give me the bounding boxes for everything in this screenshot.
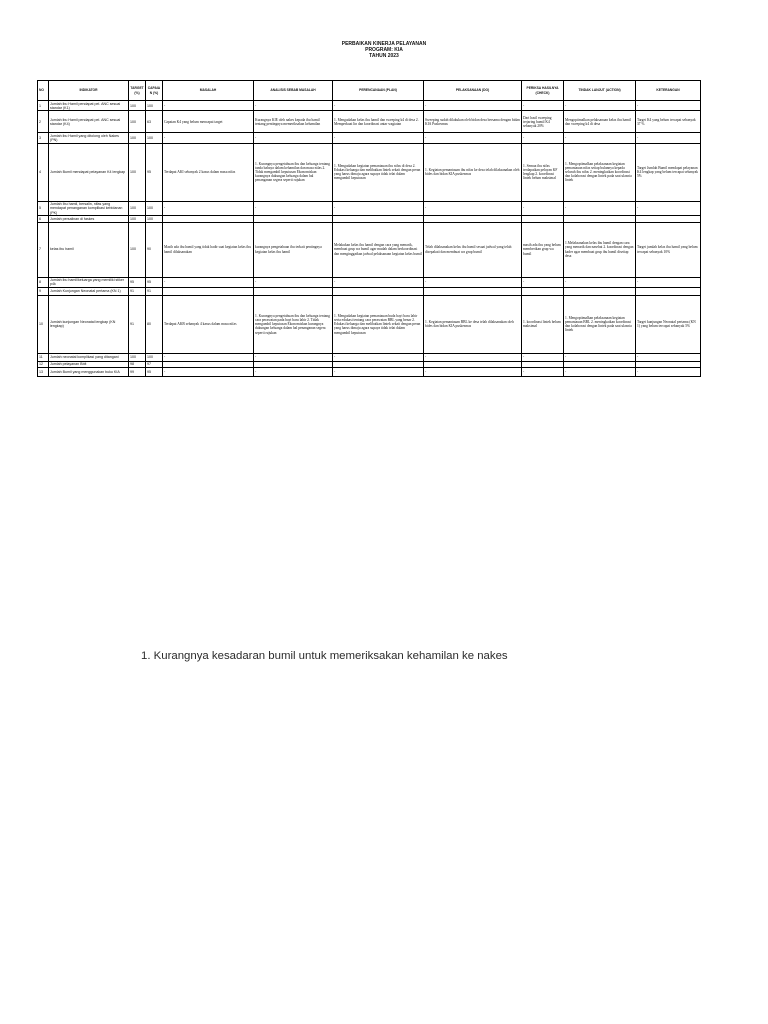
col-plan: PERENCANAAN (PLAN)	[333, 81, 424, 101]
cell-indikator: Jumlah pelayanan Bblt	[49, 361, 129, 367]
cell-target: 91	[129, 295, 146, 353]
cell-plan: -	[333, 101, 424, 111]
cell-check: -	[522, 277, 564, 287]
cell-indikator: Jumlah ibu Hamil yang ditolong oleh Nakes (PN)	[49, 133, 129, 143]
col-action: TINDAK LANJUT (ACTION)	[564, 81, 636, 101]
cell-target: 95	[129, 277, 146, 287]
cell-keterangan: -	[636, 201, 701, 215]
cell-plan: -	[333, 368, 424, 377]
cell-indikator: Jumlah Bumil mendapat pelayanan K4 lengkap	[49, 143, 129, 201]
cell-action: Mengoptimalkan pelaksanaan kelas ibu hamil dan sweeping k4 di desa	[564, 111, 636, 133]
document-title	[0, 41, 768, 60]
cell-target: 100	[129, 143, 146, 201]
cell-masalah: -	[163, 353, 254, 361]
cell-masalah: Masih ada ibu hamil yang tidak hadir saat kegiatan kelas ibu hamil dilaksanakan	[163, 222, 254, 277]
cell-masalah: Capaian K4 yang belum mencapai target	[163, 111, 254, 133]
cell-analisis: -	[254, 353, 333, 361]
cell-keterangan: Target jumlah kelas ibu hamil yang belum tercapai sebanyak 10%	[636, 222, 701, 277]
cell-do: -	[424, 101, 522, 111]
table-row	[38, 201, 701, 215]
cell-capaian: 95	[146, 143, 163, 201]
cell-masalah: -	[163, 201, 254, 215]
cell-no: 5	[38, 201, 49, 215]
cell-analisis: kurangnya pengetahuan ibu terkait pentingnya kegiatan kelas ibu hamil	[254, 222, 333, 277]
cell-analisis: Kurangnya KIE oleh nakes kepada ibu hamil tentang pentingnya memeriksakan kehamilan	[254, 111, 333, 133]
cell-action: -	[564, 277, 636, 287]
cell-action: -	[564, 368, 636, 377]
cell-capaian: 100	[146, 216, 163, 222]
cell-check: -	[522, 101, 564, 111]
title-line-3: TAHUN 2023	[369, 53, 399, 60]
col-target: TARGET (%)	[129, 81, 146, 101]
cell-target: 100	[129, 111, 146, 133]
col-check: PERIKSA HASILNYA (CHECK)	[522, 81, 564, 101]
cell-do: -	[424, 277, 522, 287]
cell-masalah: -	[163, 368, 254, 377]
cell-capaian: 95	[146, 277, 163, 287]
cell-no: 3	[38, 133, 49, 143]
col-no: NO	[38, 81, 49, 101]
cell-do: 1. Kegiatan pemantauan ibu nifas ke desa telah dilaksanakan oleh bides dan bidan KIA puskesmas	[424, 143, 522, 201]
cell-indikator: Jumlah ibu Hamil pendapat pel. ANC sesuai standar (K1)	[49, 101, 129, 111]
cell-no: 7	[38, 222, 49, 277]
cell-analisis: -	[254, 101, 333, 111]
table-row	[38, 101, 701, 111]
cell-capaian: 100	[146, 353, 163, 361]
cell-keterangan: -	[636, 277, 701, 287]
cell-target: 99	[129, 368, 146, 377]
cell-check: -	[522, 353, 564, 361]
cell-target: 98	[129, 361, 146, 367]
cell-action	[564, 287, 636, 295]
col-masalah: MASALAH	[163, 81, 254, 101]
cell-plan: Melakukan kelas ibu hamil dengan cara yang menarik, membuat grup wa bumil agar mudah dalam berkoordinasi dan menginggatkan jadwal pelaksanaan kegiatan kelas bumil	[333, 222, 424, 277]
cell-action: -	[564, 133, 636, 143]
table-row	[38, 295, 701, 353]
cell-do: -	[424, 368, 522, 377]
cell-indikator: Jumlah neonatal komplikasi yang ditangani	[49, 353, 129, 361]
cell-plan: 1. Mengadakan kegiatan pemantauan buda bayi baru lahir serta edukasi tentang cara perawatan BBL yang benar 2. Edukasi keluarga dan melibatkan lintek sekait dengan peran yang harus dimaju agara supaya tidak telat dalam mengambil keputusan	[333, 295, 424, 353]
cell-action: -	[564, 201, 636, 215]
cell-masalah	[163, 287, 254, 295]
cell-do: -	[424, 353, 522, 361]
table-body	[38, 101, 701, 377]
cell-target: 91	[129, 287, 146, 295]
cell-indikator: Jumlah kunjungan Neonatal lengkap (KN lengkap)	[49, 295, 129, 353]
cell-do: -	[424, 133, 522, 143]
cell-check: masih ada ibu yang belum memberikan grup wa bumil	[522, 222, 564, 277]
cell-no: 11	[38, 353, 49, 361]
cell-plan: -	[333, 353, 424, 361]
cell-keterangan: Target Jumlah Bumil mendapat pelayanan K4 lengkap yang belum tercapai sebanyak 5%	[636, 143, 701, 201]
cell-analisis: 1. Kurangnya pengetahuan ibu dan keluarga tentang tanda bahaya dalam kehamilan dan masa nifas 2. Tidak mengambil keputusan Ekonomiskan kurangnya dukungan keluarga dalam hal penanganan segera seperti rujukan	[254, 143, 333, 201]
cell-target: 100	[129, 101, 146, 111]
cell-capaian: 95	[146, 368, 163, 377]
cell-capaian: 100	[146, 133, 163, 143]
cell-masalah: Terdapat AKI sebanyak 2 kasus dalam masa nifas	[163, 143, 254, 201]
cell-check: 1. Semua ibu nifas terdapatkan pelayan KF lengkap 2. koordinasi lintek belum maksimal	[522, 143, 564, 201]
cell-do: Sweeping sudah dilakukan oleh bidan desa bersama dengan bidan KIA Puskesmas	[424, 111, 522, 133]
cell-target: 100	[129, 222, 146, 277]
table-row	[38, 111, 701, 133]
cell-capaian: 63	[146, 111, 163, 133]
cell-keterangan: -	[636, 133, 701, 143]
cell-check: -	[522, 133, 564, 143]
cell-analisis: -	[254, 133, 333, 143]
cell-no: 1	[38, 101, 49, 111]
cell-no: 9	[38, 287, 49, 295]
cell-capaian: 100	[146, 101, 163, 111]
cell-analisis: -	[254, 368, 333, 377]
cell-indikator: kelas ibu hamil	[49, 222, 129, 277]
cell-masalah: Terdapat AKB sebanyak 4 kasus dalam masa nifas	[163, 295, 254, 353]
title-line-2: PROGRAM: KIA	[365, 47, 403, 54]
cell-check	[522, 287, 564, 295]
cell-plan: -	[333, 133, 424, 143]
cell-action: -	[564, 101, 636, 111]
cell-do: 1. Kegiatan pemantauan BBL ke desa telah dilaksanakan oleh bides dan bidan KIA puskesmas	[424, 295, 522, 353]
cell-indikator: Jumlah ibu Hamil pendapat pel. ANC sesuai standar (K4)	[49, 111, 129, 133]
performance-table	[37, 80, 701, 377]
table-row	[38, 368, 701, 377]
cell-check: -	[522, 368, 564, 377]
cell-capaian: 91	[146, 287, 163, 295]
cell-indikator: Jumlah Bumil yang menggunakan buku KIA	[49, 368, 129, 377]
cell-plan: -	[333, 201, 424, 215]
cell-do: Telah dilaksanakan kelas ibu hamil sesuai jadwal yang telah disepakati dan membuat wa grup bumil	[424, 222, 522, 277]
note-text: 1. Kurangnya kesadaran bumil untuk memeriksakan kehamilan ke nakes	[141, 650, 508, 662]
cell-plan: 1. Mengadakan kelas ibu hamil dan sweeping k4 di desa 2. Memperkuat lin dan koordinasi antar wagiatan	[333, 111, 424, 133]
cell-no: 10	[38, 295, 49, 353]
cell-action: 1. Mengoptimalkan pelaksanaan kegiatan pemantauan BBL 2. meningkatkan koordinasi dan kolaborasi dengan lintek pada saat ulasnia lintek	[564, 295, 636, 353]
cell-masalah: -	[163, 277, 254, 287]
col-capaian: CAPAIAN (%)	[146, 81, 163, 101]
table-row	[38, 222, 701, 277]
cell-plan	[333, 287, 424, 295]
cell-capaian: 80	[146, 295, 163, 353]
cell-no: 2	[38, 111, 49, 133]
table-row	[38, 277, 701, 287]
cell-keterangan: -	[636, 101, 701, 111]
table-row	[38, 353, 701, 361]
table-row	[38, 287, 701, 295]
col-keterangan: KETERANGAN	[636, 81, 701, 101]
cell-action: 1. Mengoptimalkan pelaksanaan kegiatan pemantauan nifas setiap bulannya kepada seluruh ibu nifas 2. meningkatkan koordinasi dan kolaborasi dengan lintek pada saat ulasnia lintek	[564, 143, 636, 201]
cell-no: 8	[38, 277, 49, 287]
col-do: PELAKSANAAN (DO)	[424, 81, 522, 101]
cell-target: 100	[129, 201, 146, 215]
cell-capaian: 100	[146, 201, 163, 215]
cell-plan: 1. Mengadakan kegiatan pemantauan ibu nifas di desa 2. Edukasi keluarga dan melibatkan lintek sekait dengan peran yang harus dimaju agara supaya tidak telat dalam mengambil keputusan	[333, 143, 424, 201]
cell-check: -	[522, 201, 564, 215]
table-row	[38, 133, 701, 143]
cell-no: 13	[38, 368, 49, 377]
cell-analisis: -	[254, 201, 333, 215]
cell-plan: -	[333, 277, 424, 287]
cell-check: Dari hasil sweeping terjaring bumil K4 sebanyak 20%	[522, 111, 564, 133]
cell-masalah: -	[163, 101, 254, 111]
cell-target: 100	[129, 133, 146, 143]
cell-keterangan: -	[636, 368, 701, 377]
table-header-row	[38, 81, 701, 101]
cell-keterangan: Target kunjungan Neonatal pertama (KN 1) yang belum tercapai sebanyak 5%	[636, 295, 701, 353]
cell-indikator: Jumlah ibu hamil/keluarga yang memiliki stiker p4k	[49, 277, 129, 287]
cell-target: 100	[129, 216, 146, 222]
cell-analisis: -	[254, 277, 333, 287]
cell-no: 4	[38, 143, 49, 201]
cell-keterangan	[636, 287, 701, 295]
cell-no: 12	[38, 361, 49, 367]
title-line-1: PERBAIKAN KINERJA PELAYANAN	[341, 41, 427, 47]
cell-indikator: Jumlah Ibu hamil, bersalin, nifas yang mendapat penanganan komplikasi kebidanan (PK)	[49, 201, 129, 215]
cell-indikator: Jumlah Kunjungan Neonatal pertama (KN 1)	[49, 287, 129, 295]
cell-do	[424, 287, 522, 295]
cell-no: 6	[38, 216, 49, 222]
cell-masalah: -	[163, 133, 254, 143]
cell-capaian: 97	[146, 361, 163, 367]
cell-analisis	[254, 287, 333, 295]
cell-action: -	[564, 353, 636, 361]
cell-check: 1. koordinasi lintek belum maksimal	[522, 295, 564, 353]
cell-capaian: 90	[146, 222, 163, 277]
cell-keterangan: -	[636, 353, 701, 361]
col-analisis: ANALISIS SEBAB MASALAH	[254, 81, 333, 101]
cell-target: 100	[129, 353, 146, 361]
cell-indikator: Jumlah persalinan di faskes	[49, 216, 129, 222]
cell-action: 1.Melaksanakan kelas ibu hamil dengan cara yang menarik dan nasehat 2. koordinasi dengan kader agar membuat grup ibu hamil disetiap desa	[564, 222, 636, 277]
cell-analisis: 1. Kurangnya pengetahuan ibu dan keluarga tentang cara perawatan pada bayi baru lahir 2. Tidak mengambil keputusan Ekonomiskan kurangnya dukungan keluarga dalam hal penanganan segera seperti rujukan	[254, 295, 333, 353]
cell-keterangan: Target K4 yang belum tercapai sebanyak 37 %	[636, 111, 701, 133]
cell-do: -	[424, 201, 522, 215]
table-row	[38, 143, 701, 201]
col-indikator: INDIKATOR	[49, 81, 129, 101]
